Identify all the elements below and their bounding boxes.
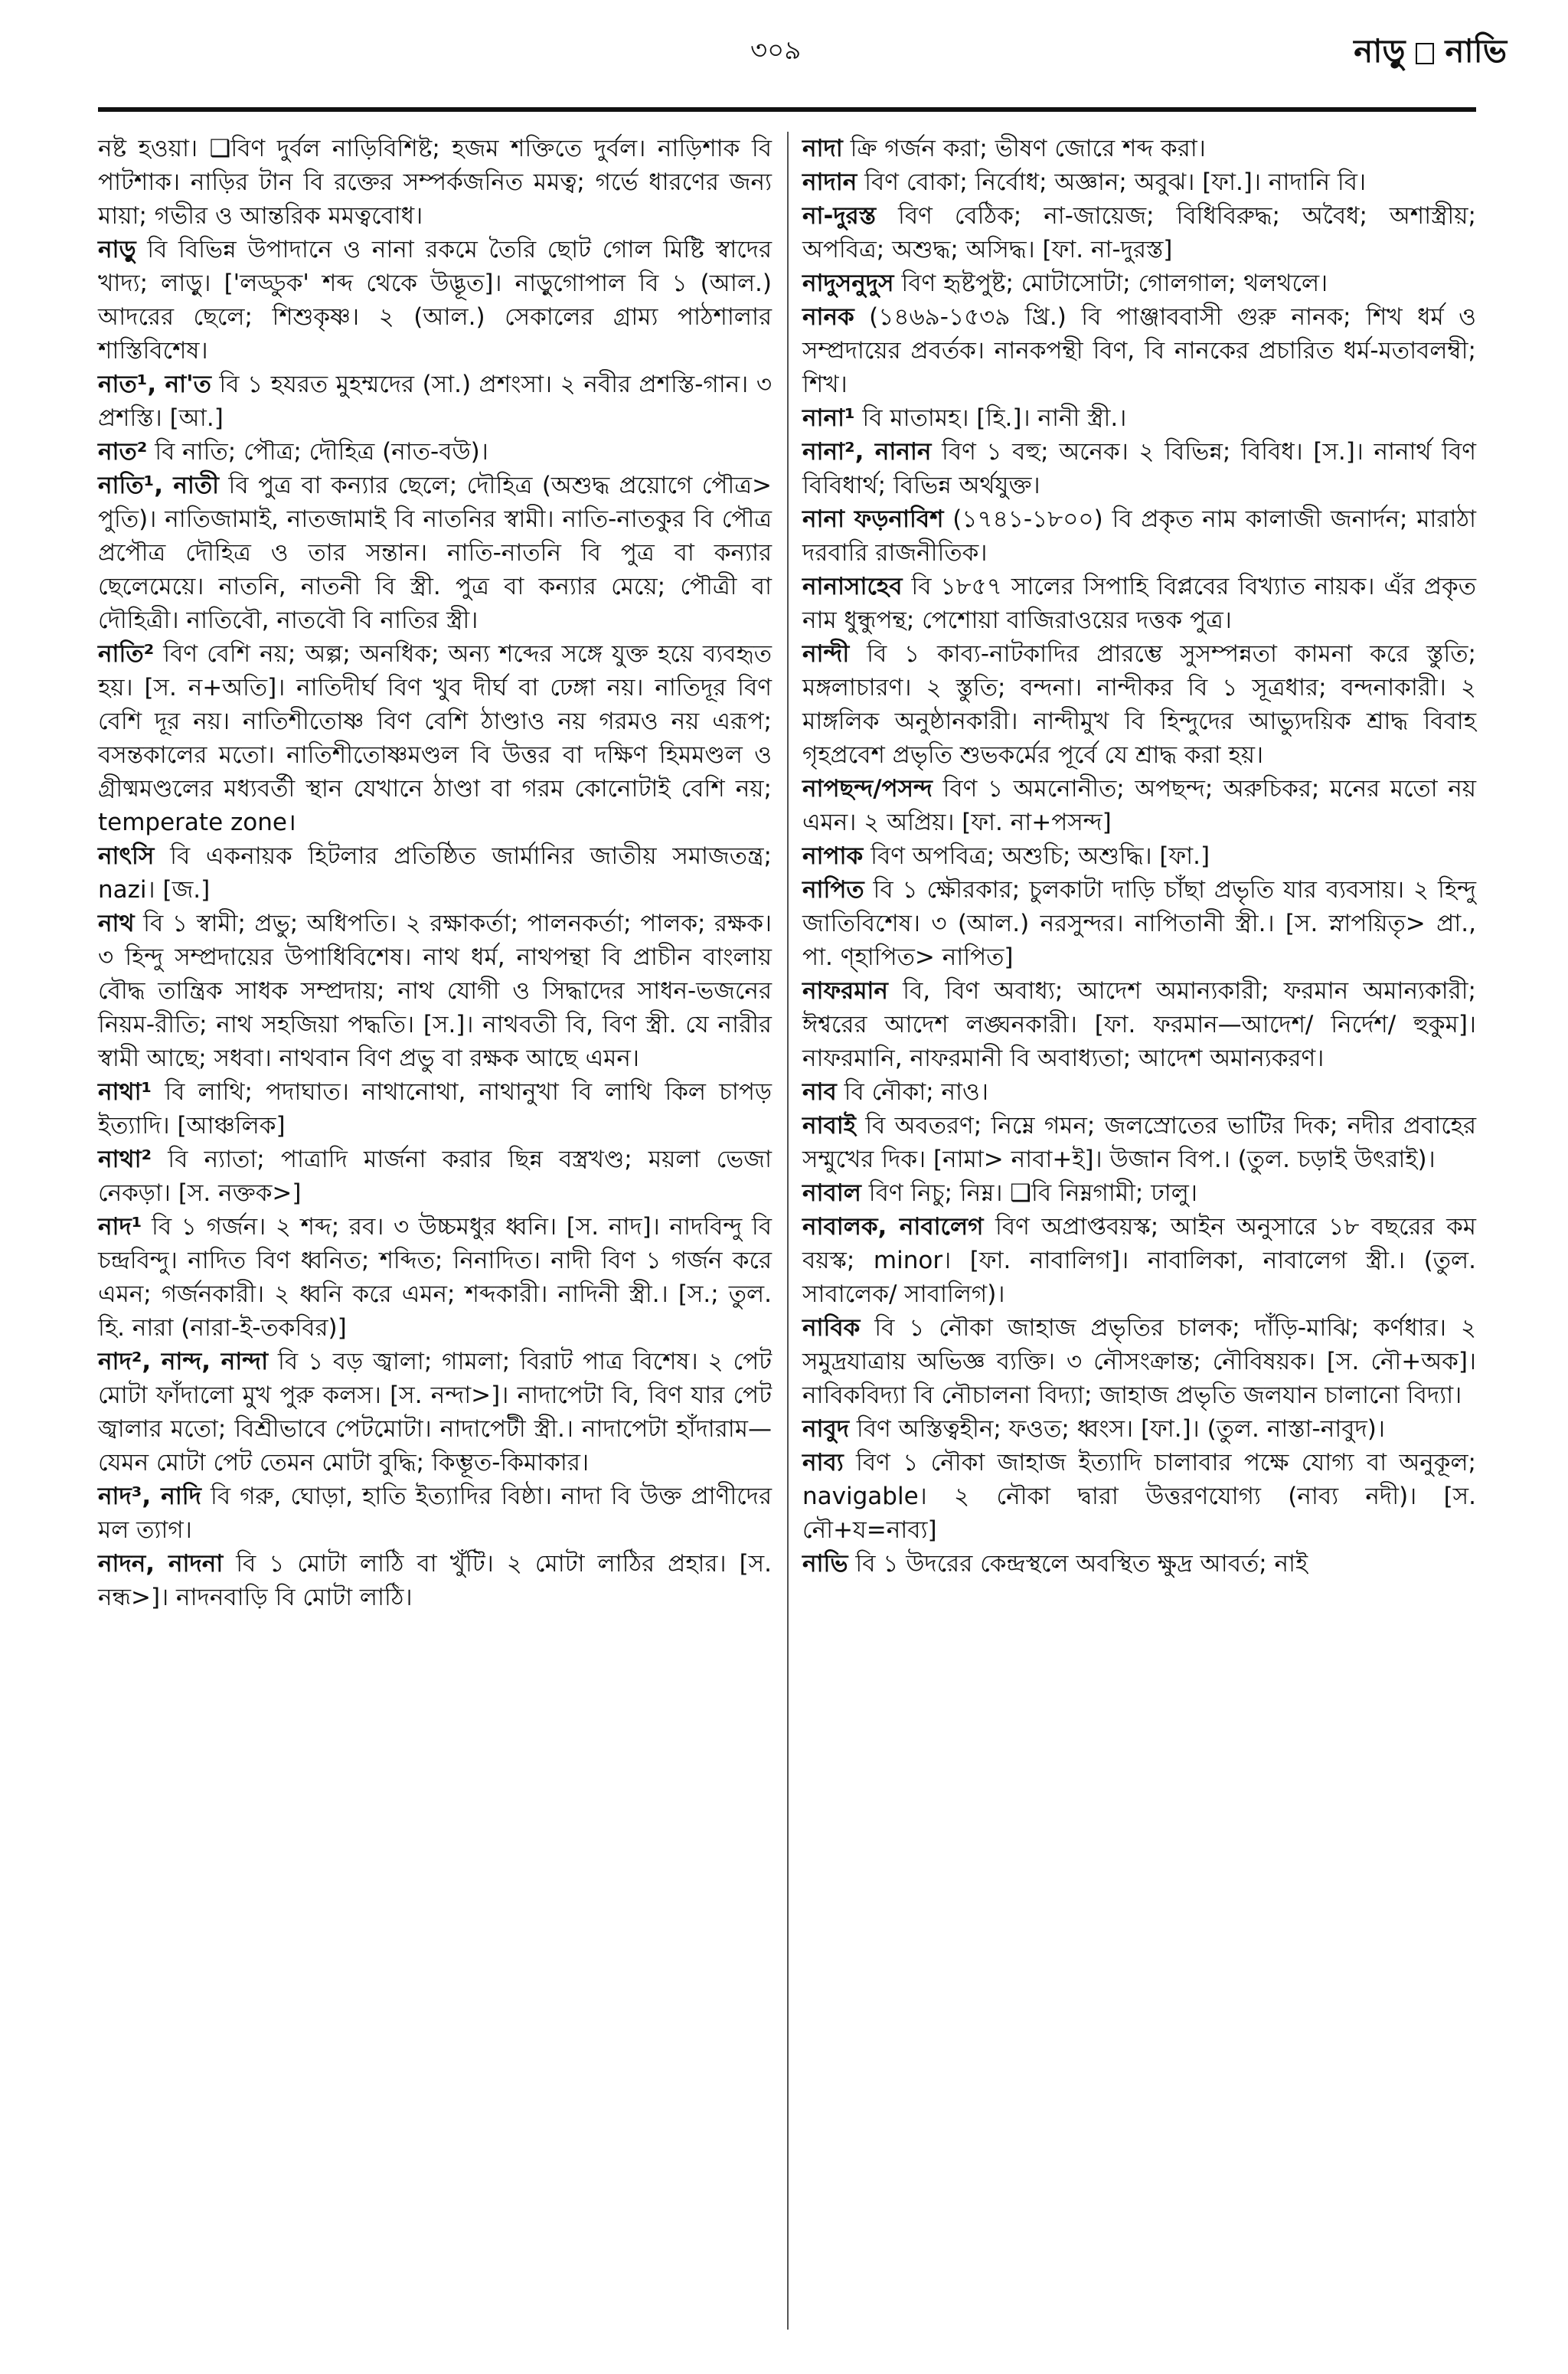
entry-definition: বি ১ ক্ষৌরকার; চুলকাটা দাড়ি চাঁছা প্রভৃতি যার ব্যবসায়। ২ হিন্দু জাতিবিশেষ। ৩ (আল.) নরসুন্দর। নাপিতানী স্ত্রী.। [স. স্নাপয়িতৃ> প্রা., পা. ণ্হাপিত> নাপিত] [802, 876, 1476, 971]
dictionary-entry [802, 199, 1476, 267]
dictionary-entry [802, 1446, 1476, 1547]
right-column [802, 132, 1476, 2337]
entry-definition: বিণ অপ্রাপ্তবয়স্ক; আইন অনুসারে ১৮ বছরের কম বয়স্ক; minor। [ফা. নাবালিগ]। নাবালিকা, নাবালেগ স্ত্রী.। (তুল. সাবালেক/ সাবালিগ)। [802, 1213, 1476, 1308]
dictionary-entry [98, 132, 772, 233]
entry-definition: বি ১ গর্জন। ২ শব্দ; রব। ৩ উচ্চমধুর ধ্বনি। [স. নাদ]। নাদবিন্দু বি চন্দ্রবিন্দু। নাদিত বিণ ধ্বনিত; শব্দিত; নিনাদিত। নাদী বিণ ১ গর্জন করে এমন; গর্জনকারী। ২ ধ্বনি করে এমন; শব্দকারী। নাদিনী স্ত্রী.। [স.; তুল. হি. নারা (নারা-ই-তকবির)] [98, 1213, 772, 1342]
dictionary-entry [802, 1075, 1476, 1109]
dictionary-entry [802, 1412, 1476, 1446]
entry-headword: নানক [802, 303, 854, 331]
dictionary-entry [802, 873, 1476, 974]
entry-headword: নাপছন্দ/পসন্দ [802, 775, 933, 803]
dictionary-entry [98, 469, 772, 637]
dictionary-entry [802, 974, 1476, 1075]
entry-headword: নাবিক [802, 1314, 861, 1342]
entry-definition: বি ১ কাব্য-নাটকাদির প্রারম্ভে সুসম্পন্নতা কামনা করে স্তুতি; মঙ্গলাচারণ। ২ স্তুতি; বন্দনা। নান্দীকর বি ১ সূত্রধার; বন্দনাকারী। ২ মাঙ্গলিক অনুষ্ঠানকারী। নান্দীমুখ বি হিন্দুদের আভ্যুদয়িক শ্রাদ্ধ বিবাহ গৃহপ্রবেশ প্রভৃতি শুভকর্মের পূর্বে যে শ্রাদ্ধ করা হয়। [802, 640, 1476, 769]
dictionary-entry [802, 401, 1476, 435]
dictionary-entry [802, 132, 1476, 165]
dictionary-entry [802, 1210, 1476, 1311]
dictionary-entry [98, 1480, 772, 1547]
entry-headword: না-দুরস্ত [802, 202, 876, 230]
entry-headword: নাবাল [802, 1179, 861, 1207]
dictionary-entry [802, 637, 1476, 772]
dictionary-entry [802, 502, 1476, 570]
entry-headword: নাতি¹, নাতী [98, 472, 220, 499]
entry-headword: নাদান [802, 168, 858, 196]
entry-definition: বি ১ উদরের কেন্দ্রস্থলে অবস্থিত ক্ষুদ্র আবর্ত; নাই [848, 1550, 1308, 1578]
entry-headword: নাব্য [802, 1449, 844, 1476]
running-head-first-word: নাড়ু [1354, 32, 1406, 70]
entry-definition: বি নাতি; পৌত্র; দৌহিত্র (নাত-বউ)। [147, 438, 488, 466]
left-column [98, 132, 772, 2337]
entry-headword: নাদুসনুদুস [802, 270, 894, 297]
entry-headword: নাদ¹ [98, 1213, 142, 1241]
dictionary-entry [98, 1075, 772, 1143]
entry-headword: নানাসাহেব [802, 573, 903, 600]
dictionary-entry [802, 772, 1476, 839]
dictionary-entry [802, 570, 1476, 637]
dictionary-entry [802, 1547, 1476, 1581]
entry-definition: বি একনায়ক হিটলার প্রতিষ্ঠিত জার্মানির জাতীয় সমাজতন্ত্র; nazi। [জ.] [98, 842, 772, 904]
entry-definition: বিণ অস্তিত্বহীন; ফওত; ধ্বংস। [ফা.]। (তুল. নাস্তা-নাবুদ)। [849, 1415, 1385, 1443]
entry-definition: বি ১৮৫৭ সালের সিপাহি বিপ্লবের বিখ্যাত নায়ক। এঁর প্রকৃত নাম ধুন্ধুপন্থ; পেশোয়া বাজিরাওয়ের দত্তক পুত্র। [802, 573, 1476, 634]
entry-headword: নাব [802, 1078, 837, 1106]
entry-definition: বিণ ১ অমনোনীত; অপছন্দ; অরুচিকর; মনের মতো নয় এমন। ২ অপ্রিয়। [ফা. না+পসন্দ] [802, 775, 1476, 836]
entry-definition: বিণ হৃষ্টপুষ্ট; মোটাসোটা; গোলগাল; থলথলে। [893, 270, 1328, 297]
entry-headword: নাতি² [98, 640, 155, 668]
entry-headword: নানা², নানান [802, 438, 932, 466]
entry-headword: নাভি [802, 1550, 848, 1578]
entry-headword: নাবাই [802, 1112, 856, 1140]
entry-definition: বি মাতামহ। [হি.]। নানী স্ত্রী.। [854, 404, 1127, 432]
entry-headword: নাদ³, নাদি [98, 1483, 201, 1510]
entry-headword: নাপিত [802, 876, 864, 904]
entry-headword: নাথা² [98, 1146, 152, 1173]
entry-definition: বিণ ১ বহু; অনেক। ২ বিভিন্ন; বিবিধ। [স.]। নানার্থ বিণ বিবিধার্থ; বিভিন্ন অর্থযুক্ত। [802, 438, 1476, 499]
running-head-last-word: নাভি [1445, 32, 1507, 70]
entry-definition: (১৪৬৯-১৫৩৯ খ্রি.) বি পাঞ্জাববাসী গুরু নানক; শিখ ধর্ম ও সম্প্রদায়ের প্রবর্তক। নানকপন্থী বিণ, বি নানকের প্রচারিত ধর্ম-মতাবলম্বী; শিখ। [802, 303, 1476, 398]
dictionary-body [98, 132, 1476, 2337]
entry-headword: নাত¹, না'ত [98, 371, 211, 398]
entry-headword: নাবালক, নাবালেগ [802, 1213, 984, 1241]
entry-headword: নাদন, নাদনা [98, 1550, 224, 1578]
entry-headword: নান্দী [802, 640, 850, 668]
header-rule [98, 107, 1476, 112]
dictionary-entry [98, 233, 772, 368]
entry-definition: বিণ অপবিত্র; অশুচি; অশুদ্ধি। [ফা.] [863, 842, 1210, 870]
entry-headword: নাত² [98, 438, 148, 466]
entry-definition: (১৭৪১-১৮০০) বি প্রকৃত নাম কালাজী জনার্দন; মারাঠা দরবারি রাজনীতিক। [802, 505, 1476, 567]
entry-headword: নাৎসি [98, 842, 155, 870]
entry-definition: বিণ বেশি নয়; অল্প; অনধিক; অন্য শব্দের সঙ্গে যুক্ত হয়ে ব্যবহৃত হয়। [স. ন+অতি]। নাতিদীর্ঘ বিণ খুব দীর্ঘ বা ঢেঙ্গা নয়। নাতিদূর বিণ বেশি দূর নয়। নাতিশীতোষ্ণ বিণ বেশি ঠাণ্ডাও নয় গরমও নয় এরূপ; বসন্তকালের মতো। নাতিশীতোষ্ণমণ্ডল বি উত্তর বা দক্ষিণ হিমমণ্ডল ও গ্রীষ্মমণ্ডলের মধ্যবর্তী স্থান যেখানে ঠাণ্ডা বা গরম কোনোটাই বেশি নয়; temperate zone। [98, 640, 772, 836]
entry-definition: বি ১ বড় জ্বালা; গামলা; বিরাট পাত্র বিশেষ। ২ পেট মোটা ফাঁদালো মুখ পুরু কলস। [স. নন্দা>]। নাদাপেটা বি, বিণ যার পেট জ্বালার মতো; বিশ্রীভাবে পেটমোটা। নাদাপেটী স্ত্রী.। নাদাপেটা হাঁদারাম—যেমন মোটা পেট তেমন মোটা বুদ্ধি; কিম্ভূত-কিমাকার। [98, 1348, 772, 1476]
entry-headword: নাপাক [802, 842, 864, 870]
entry-definition: বি নৌকা; নাও। [836, 1078, 988, 1106]
dictionary-entry [98, 839, 772, 907]
dictionary-entry [98, 1547, 772, 1614]
entry-headword: নাফরমান [802, 977, 888, 1005]
dictionary-entry [98, 1345, 772, 1480]
dictionary-entry [98, 1143, 772, 1210]
entry-definition: বি লাথি; পদাঘাত। নাথানোথা, নাথানুখা বি লাথি কিল চাপড় ইত্যাদি। [আঞ্চলিক] [98, 1078, 772, 1140]
dictionary-entry [802, 1311, 1476, 1412]
entry-definition: বি গরু, ঘোড়া, হাতি ইত্যাদির বিষ্ঠা। নাদা বি উক্ত প্রাণীদের মল ত্যাগ। [98, 1483, 772, 1544]
entry-headword: নাড়ু [98, 236, 136, 263]
dictionary-entry [98, 1210, 772, 1345]
entry-definition: বিণ বোকা; নির্বোধ; অজ্ঞান; অবুঝ। [ফা.]। নাদানি বি। [857, 168, 1367, 196]
entry-definition: বি পুত্র বা কন্যার ছেলে; দৌহিত্র (অশুদ্ধ প্রয়োগে পৌত্র> পুতি)। নাতিজামাই, নাতজামাই বি নাতনির স্বামী। নাতি-নাতকুর বি পৌত্র প্রপৌত্র দৌহিত্র ও তার সন্তান। নাতি-নাতনি বি পুত্র বা কন্যার ছেলেমেয়ে। নাতনি, নাতনী বি স্ত্রী. পুত্র বা কন্যার মেয়ে; পৌত্রী বা দৌহিত্রী। নাতিবৌ, নাতবৌ বি নাতির স্ত্রী। [98, 472, 773, 634]
dictionary-entry [802, 435, 1476, 502]
entry-definition: বি ১ মোটা লাঠি বা খুঁটি। ২ মোটা লাঠির প্রহার। [স. নন্ধ>]। নাদনবাড়ি বি মোটা লাঠি। [98, 1550, 773, 1611]
page-number: ৩০৯ [750, 35, 802, 66]
entry-definition: বি, বিণ অবাধ্য; আদেশ অমান্যকারী; ফরমান অমান্যকারী; ঈশ্বরের আদেশ লঙ্ঘনকারী। [ফা. ফরমান—আদেশ/ নির্দেশ/ হুকুম]। নাফরমানি, নাফরমানী বি অবাধ্যতা; আদেশ অমান্যকরণ। [802, 977, 1476, 1072]
dictionary-entry [802, 165, 1476, 199]
dictionary-entry [802, 1176, 1476, 1210]
dictionary-entry [98, 907, 772, 1075]
entry-definition: ক্রি গর্জন করা; ভীষণ জোরে শব্দ করা। [842, 135, 1206, 162]
entry-headword: নাদ², নান্দ, নান্দা [98, 1348, 269, 1375]
entry-definition: বিণ নিচু; নিম্ন। ❑বি নিম্নগামী; ঢালু। [861, 1179, 1197, 1207]
entry-headword: নাথা¹ [98, 1078, 152, 1106]
entry-definition: বি ন্যাতা; পাত্রাদি মার্জনা করার ছিন্ন বস্ত্রখণ্ড; ময়লা ভেজা নেকড়া। [স. নক্তক>] [98, 1146, 772, 1207]
dictionary-entry [802, 300, 1476, 401]
dictionary-entry [802, 839, 1476, 873]
entry-definition: বিণ বেঠিক; না-জায়েজ; বিধিবিরুদ্ধ; অবৈধ; অশাস্ত্রীয়; অপবিত্র; অশুদ্ধ; অসিদ্ধ। [ফা. না-দুরস্ত] [802, 202, 1476, 263]
entry-definition: বি ১ স্বামী; প্রভু; অধিপতি। ২ রক্ষাকর্তা; পালনকর্তা; পালক; রক্ষক। ৩ হিন্দু সম্প্রদায়ের উপাধিবিশেষ। নাথ ধর্ম, নাথপন্থা বি প্রাচীন বাংলায় বৌদ্ধ তান্ত্রিক সাধক সম্প্রদায়; নাথ যোগী ও সিদ্ধাদের সাধন-ভজনের নিয়ম-রীতি; নাথ সহজিয়া পদ্ধতি। [স.]। নাথবতী বি, বিণ স্ত্রী. যে নারীর স্বামী আছে; সধবা। নাথবান বিণ প্রভু বা রক্ষক আছে এমন। [98, 910, 772, 1072]
entry-definition: বি ১ হযরত মুহম্মদের (সা.) প্রশংসা। ২ নবীর প্রশস্তি-গান। ৩ প্রশস্তি। [আ.] [98, 371, 772, 432]
entry-headword: নানা ফড়নাবিশ [802, 505, 944, 533]
dictionary-entry [802, 1109, 1476, 1176]
entry-definition: নষ্ট হওয়া। ❑বিণ দুর্বল নাড়িবিশিষ্ট; হজম শক্তিতে দুর্বল। নাড়িশাক বি পাটশাক। নাড়ির টান বি রক্তের সম্পর্কজনিত মমত্ব; গর্ভে ধারণের জন্য মায়া; গভীর ও আন্তরিক মমত্ববোধ। [98, 135, 772, 230]
entry-definition: বি অবতরণ; নিম্নে গমন; জলস্রোতের ভাটির দিক; নদীর প্রবাহের সম্মুখের দিক। [নামা> নাবা+ই]। উজান বিপ.। (তুল. চড়াই উৎরাই)। [802, 1112, 1476, 1173]
running-head [1354, 26, 1507, 80]
entry-definition: বি ১ নৌকা জাহাজ প্রভৃতির চালক; দাঁড়ি-মাঝি; কর্ণধার। ২ সমুদ্রযাত্রায় অভিজ্ঞ ব্যক্তি। ৩ নৌসংক্রান্ত; নৌবিষয়ক। [স. নৌ+অক]। নাবিকবিদ্যা বি নৌচালনা বিদ্যা; জাহাজ প্রভৃতি জলযান চালানো বিদ্যা। [802, 1314, 1476, 1409]
dictionary-entry [802, 267, 1476, 300]
entry-headword: নানা¹ [802, 404, 855, 432]
entry-definition: বি বিভিন্ন উপাদানে ও নানা রকমে তৈরি ছোট গোল মিষ্টি স্বাদের খাদ্য; লাড়ু। ['লড্ডুক' শব্দ থেকে উদ্ভূত]। নাড়ুগোপাল বি ১ (আল.) আদরের ছেলে; শিশুকৃষ্ণ। ২ (আল.) সেকালের গ্রাম্য পাঠশালার শাস্তিবিশেষ। [98, 236, 772, 365]
entry-headword: নাবুদ [802, 1415, 850, 1443]
dictionary-entry [98, 368, 772, 435]
entry-headword: নাথ [98, 910, 135, 937]
box-icon [1416, 43, 1434, 64]
dictionary-entry [98, 637, 772, 839]
dictionary-entry [98, 435, 772, 469]
entry-definition: বিণ ১ নৌকা জাহাজ ইত্যাদি চালাবার পক্ষে যোগ্য বা অনুকূল; navigable। ২ নৌকা দ্বারা উত্তরণযোগ্য (নাব্য নদী)। [স. নৌ+য=নাব্য] [802, 1449, 1476, 1544]
entry-headword: নাদা [802, 135, 843, 162]
